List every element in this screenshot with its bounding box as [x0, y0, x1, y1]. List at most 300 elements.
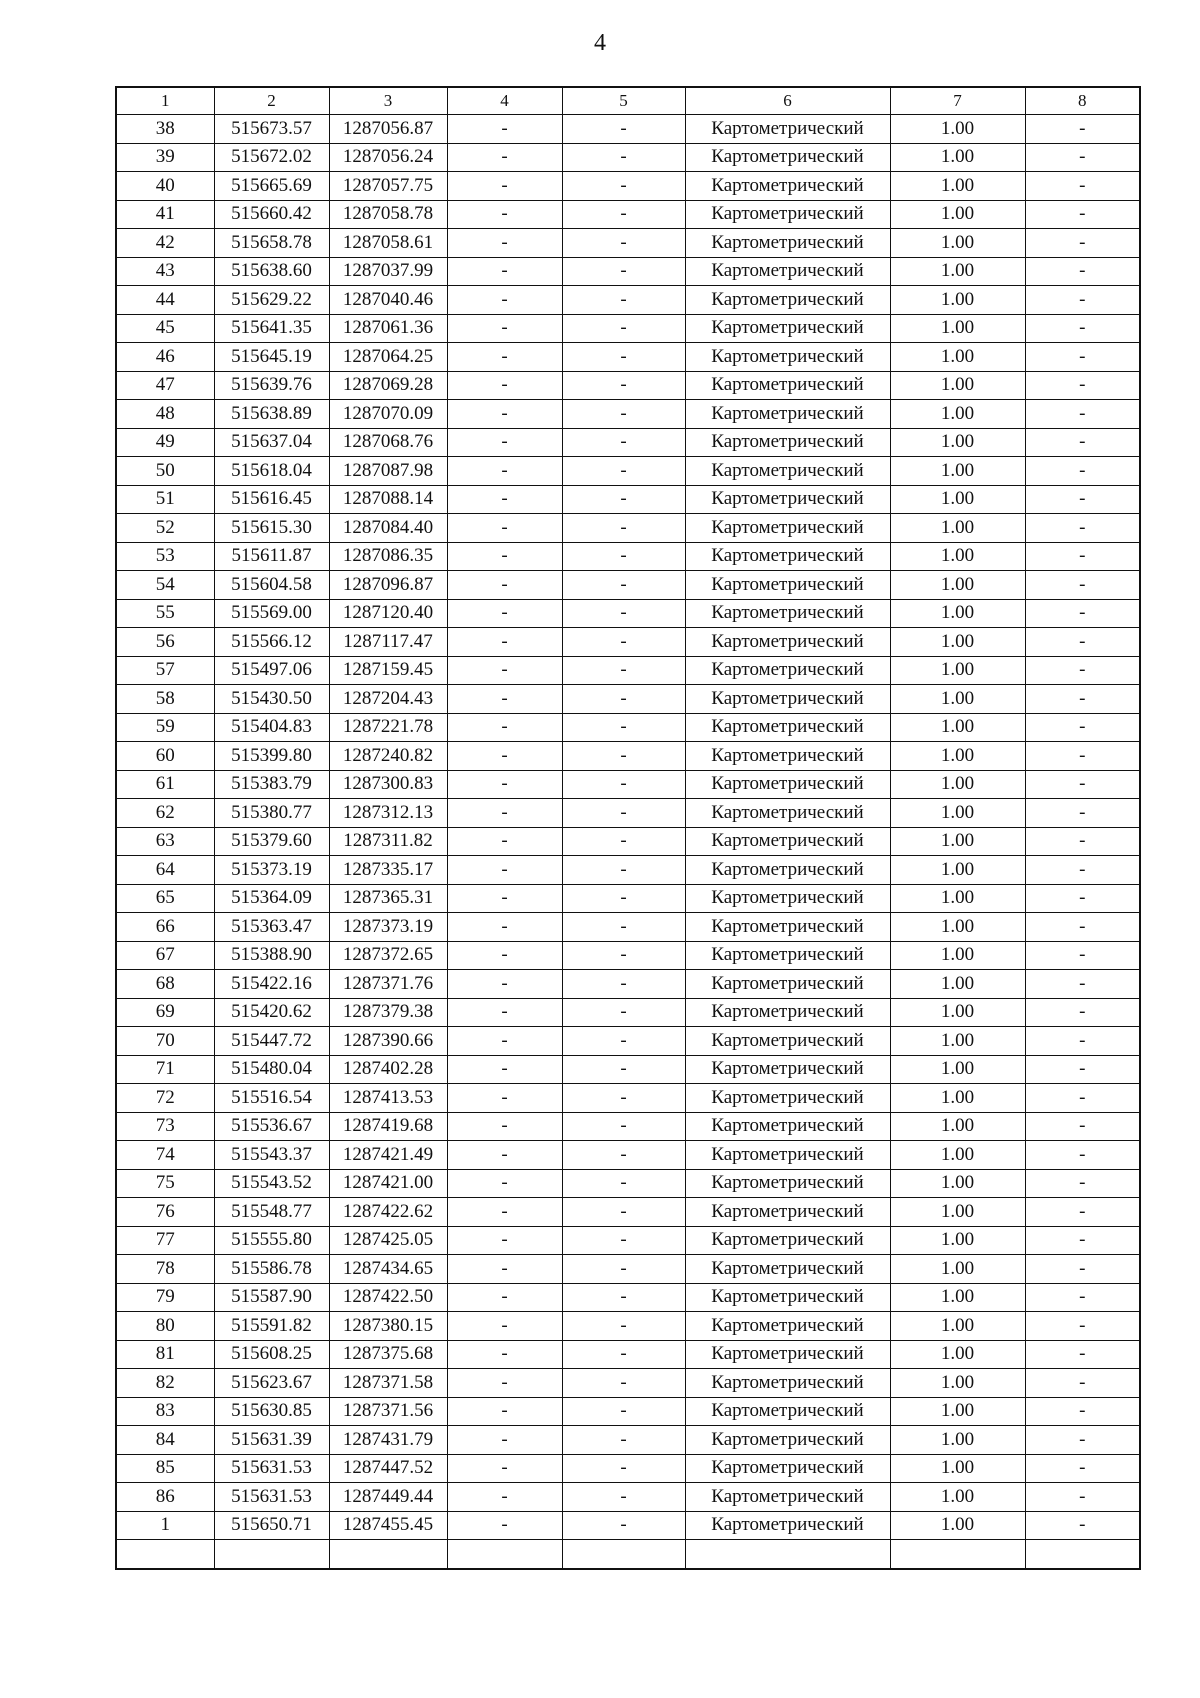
- table-row: [116, 229, 1140, 258]
- col4-cell: -: [447, 770, 562, 799]
- table-row: [116, 143, 1140, 172]
- method-cell: Картометрический: [685, 485, 890, 514]
- col4-cell: -: [447, 314, 562, 343]
- col4-cell: -: [447, 998, 562, 1027]
- accuracy-cell: 1.00: [890, 428, 1025, 457]
- point-number-cell: 45: [116, 314, 214, 343]
- table-row: [116, 485, 1140, 514]
- col8-cell: -: [1025, 1369, 1140, 1398]
- x-coordinate-cell: 515555.80: [214, 1226, 329, 1255]
- col4-cell: -: [447, 656, 562, 685]
- point-number-cell: 68: [116, 970, 214, 999]
- accuracy-cell: 1.00: [890, 200, 1025, 229]
- col4-cell: -: [447, 1084, 562, 1113]
- accuracy-cell: 1.00: [890, 1141, 1025, 1170]
- method-cell: Картометрический: [685, 1255, 890, 1284]
- point-number-cell: 49: [116, 428, 214, 457]
- col5-cell: -: [562, 628, 685, 657]
- col4-cell: -: [447, 1255, 562, 1284]
- table-row: [116, 1198, 1140, 1227]
- accuracy-cell: 1.00: [890, 970, 1025, 999]
- y-coordinate-cell: 1287069.28: [329, 371, 447, 400]
- col8-cell: -: [1025, 1226, 1140, 1255]
- table-row: [116, 1369, 1140, 1398]
- table-row: [116, 799, 1140, 828]
- x-coordinate-cell: 515665.69: [214, 172, 329, 201]
- y-coordinate-cell: 1287300.83: [329, 770, 447, 799]
- method-cell: Картометрический: [685, 1483, 890, 1512]
- col4-cell: -: [447, 400, 562, 429]
- point-number-cell: 42: [116, 229, 214, 258]
- col8-cell: -: [1025, 200, 1140, 229]
- method-cell: Картометрический: [685, 628, 890, 657]
- col5-cell: -: [562, 200, 685, 229]
- col4-cell: -: [447, 1283, 562, 1312]
- point-number-cell: 77: [116, 1226, 214, 1255]
- y-coordinate-cell: 1287372.65: [329, 941, 447, 970]
- table-row: [116, 314, 1140, 343]
- col5-cell: -: [562, 1198, 685, 1227]
- page-number: 4: [594, 30, 606, 56]
- accuracy-cell: 1.00: [890, 1084, 1025, 1113]
- x-coordinate-cell: 515615.30: [214, 514, 329, 543]
- col8-cell: -: [1025, 970, 1140, 999]
- x-coordinate-cell: 515373.19: [214, 856, 329, 885]
- table-row: [116, 1112, 1140, 1141]
- col4-cell: -: [447, 542, 562, 571]
- x-coordinate-cell: 515480.04: [214, 1055, 329, 1084]
- col8-cell: -: [1025, 143, 1140, 172]
- accuracy-cell: 1.00: [890, 827, 1025, 856]
- col5-cell: -: [562, 1369, 685, 1398]
- x-coordinate-cell: 515650.71: [214, 1511, 329, 1540]
- col8-cell: -: [1025, 314, 1140, 343]
- col8-cell: -: [1025, 514, 1140, 543]
- accuracy-cell: 1.00: [890, 1483, 1025, 1512]
- col4-cell: -: [447, 1397, 562, 1426]
- accuracy-cell: 1.00: [890, 713, 1025, 742]
- table-row: [116, 1511, 1140, 1540]
- col4-cell: -: [447, 941, 562, 970]
- accuracy-cell: 1.00: [890, 884, 1025, 913]
- col4-cell: -: [447, 571, 562, 600]
- col8-cell: -: [1025, 884, 1140, 913]
- col5-cell: -: [562, 656, 685, 685]
- point-number-cell: 69: [116, 998, 214, 1027]
- col8-cell: [1025, 1540, 1140, 1569]
- col4-cell: -: [447, 713, 562, 742]
- table-row: [116, 428, 1140, 457]
- accuracy-cell: 1.00: [890, 314, 1025, 343]
- point-number-cell: 62: [116, 799, 214, 828]
- point-number-cell: 48: [116, 400, 214, 429]
- column-header: 6: [685, 87, 890, 115]
- table-row: [116, 343, 1140, 372]
- col8-cell: -: [1025, 1255, 1140, 1284]
- method-cell: Картометрический: [685, 1226, 890, 1255]
- accuracy-cell: 1.00: [890, 1055, 1025, 1084]
- table-body: [116, 115, 1140, 1569]
- point-number-cell: 71: [116, 1055, 214, 1084]
- point-number-cell: 43: [116, 257, 214, 286]
- point-number-cell: 73: [116, 1112, 214, 1141]
- accuracy-cell: 1.00: [890, 913, 1025, 942]
- col8-cell: -: [1025, 371, 1140, 400]
- x-coordinate-cell: 515604.58: [214, 571, 329, 600]
- table-row: [116, 884, 1140, 913]
- point-number-cell: 72: [116, 1084, 214, 1113]
- y-coordinate-cell: 1287040.46: [329, 286, 447, 315]
- y-coordinate-cell: 1287421.00: [329, 1169, 447, 1198]
- table-row: [116, 970, 1140, 999]
- method-cell: Картометрический: [685, 428, 890, 457]
- column-header: 3: [329, 87, 447, 115]
- col4-cell: -: [447, 1112, 562, 1141]
- accuracy-cell: 1.00: [890, 1169, 1025, 1198]
- col8-cell: -: [1025, 998, 1140, 1027]
- accuracy-cell: 1.00: [890, 143, 1025, 172]
- point-number-cell: 76: [116, 1198, 214, 1227]
- col5-cell: -: [562, 998, 685, 1027]
- y-coordinate-cell: 1287061.36: [329, 314, 447, 343]
- col4-cell: -: [447, 799, 562, 828]
- table-row: [116, 571, 1140, 600]
- col8-cell: -: [1025, 485, 1140, 514]
- accuracy-cell: 1.00: [890, 742, 1025, 771]
- method-cell: Картометрический: [685, 371, 890, 400]
- col8-cell: -: [1025, 172, 1140, 201]
- point-number-cell: 63: [116, 827, 214, 856]
- x-coordinate-cell: 515364.09: [214, 884, 329, 913]
- x-coordinate-cell: 515363.47: [214, 913, 329, 942]
- col5-cell: -: [562, 856, 685, 885]
- col4-cell: -: [447, 200, 562, 229]
- point-number-cell: 67: [116, 941, 214, 970]
- point-number-cell: [116, 1540, 214, 1569]
- col4-cell: -: [447, 428, 562, 457]
- col8-cell: -: [1025, 286, 1140, 315]
- x-coordinate-cell: 515383.79: [214, 770, 329, 799]
- col5-cell: -: [562, 229, 685, 258]
- method-cell: Картометрический: [685, 1055, 890, 1084]
- x-coordinate-cell: [214, 1540, 329, 1569]
- col4-cell: -: [447, 1483, 562, 1512]
- x-coordinate-cell: 515672.02: [214, 143, 329, 172]
- col8-cell: -: [1025, 1340, 1140, 1369]
- x-coordinate-cell: 515608.25: [214, 1340, 329, 1369]
- column-header: 8: [1025, 87, 1140, 115]
- point-number-cell: 80: [116, 1312, 214, 1341]
- accuracy-cell: 1.00: [890, 514, 1025, 543]
- x-coordinate-cell: 515447.72: [214, 1027, 329, 1056]
- col4-cell: -: [447, 1511, 562, 1540]
- accuracy-cell: 1.00: [890, 770, 1025, 799]
- x-coordinate-cell: 515543.37: [214, 1141, 329, 1170]
- col4-cell: -: [447, 1169, 562, 1198]
- point-number-cell: 41: [116, 200, 214, 229]
- point-number-cell: 74: [116, 1141, 214, 1170]
- col8-cell: -: [1025, 685, 1140, 714]
- col8-cell: -: [1025, 742, 1140, 771]
- col8-cell: -: [1025, 1483, 1140, 1512]
- accuracy-cell: 1.00: [890, 656, 1025, 685]
- col4-cell: -: [447, 1312, 562, 1341]
- point-number-cell: 52: [116, 514, 214, 543]
- col5-cell: -: [562, 1226, 685, 1255]
- point-number-cell: 85: [116, 1454, 214, 1483]
- point-number-cell: 82: [116, 1369, 214, 1398]
- y-coordinate-cell: 1287096.87: [329, 571, 447, 600]
- point-number-cell: 53: [116, 542, 214, 571]
- column-header: 1: [116, 87, 214, 115]
- x-coordinate-cell: 515645.19: [214, 343, 329, 372]
- y-coordinate-cell: 1287431.79: [329, 1426, 447, 1455]
- col8-cell: -: [1025, 1283, 1140, 1312]
- col8-cell: -: [1025, 1141, 1140, 1170]
- table-row: [116, 1255, 1140, 1284]
- method-cell: Картометрический: [685, 799, 890, 828]
- x-coordinate-cell: 515658.78: [214, 229, 329, 258]
- table-row: [116, 628, 1140, 657]
- col5-cell: -: [562, 457, 685, 486]
- y-coordinate-cell: 1287402.28: [329, 1055, 447, 1084]
- x-coordinate-cell: 515430.50: [214, 685, 329, 714]
- column-header: 2: [214, 87, 329, 115]
- y-coordinate-cell: 1287365.31: [329, 884, 447, 913]
- col4-cell: -: [447, 1369, 562, 1398]
- col5-cell: -: [562, 115, 685, 144]
- col5-cell: -: [562, 742, 685, 771]
- col4-cell: -: [447, 485, 562, 514]
- point-number-cell: 46: [116, 343, 214, 372]
- col5-cell: -: [562, 1084, 685, 1113]
- accuracy-cell: 1.00: [890, 799, 1025, 828]
- col4-cell: [447, 1540, 562, 1569]
- method-cell: Картометрический: [685, 571, 890, 600]
- x-coordinate-cell: 515569.00: [214, 599, 329, 628]
- col8-cell: -: [1025, 656, 1140, 685]
- column-header: 5: [562, 87, 685, 115]
- col4-cell: -: [447, 1055, 562, 1084]
- col8-cell: -: [1025, 1454, 1140, 1483]
- method-cell: Картометрический: [685, 229, 890, 258]
- accuracy-cell: 1.00: [890, 371, 1025, 400]
- col8-cell: -: [1025, 628, 1140, 657]
- point-number-cell: 44: [116, 286, 214, 315]
- point-number-cell: 47: [116, 371, 214, 400]
- point-number-cell: 64: [116, 856, 214, 885]
- col5-cell: -: [562, 1397, 685, 1426]
- col5-cell: -: [562, 286, 685, 315]
- col5-cell: -: [562, 1340, 685, 1369]
- method-cell: Картометрический: [685, 685, 890, 714]
- table-header-row: [116, 87, 1140, 115]
- table-row: [116, 998, 1140, 1027]
- x-coordinate-cell: 515536.67: [214, 1112, 329, 1141]
- col5-cell: -: [562, 713, 685, 742]
- x-coordinate-cell: 515616.45: [214, 485, 329, 514]
- col5-cell: -: [562, 770, 685, 799]
- y-coordinate-cell: 1287058.61: [329, 229, 447, 258]
- x-coordinate-cell: 515422.16: [214, 970, 329, 999]
- col5-cell: -: [562, 799, 685, 828]
- point-number-cell: 86: [116, 1483, 214, 1512]
- col4-cell: -: [447, 143, 562, 172]
- col5-cell: -: [562, 941, 685, 970]
- method-cell: Картометрический: [685, 941, 890, 970]
- col5-cell: -: [562, 685, 685, 714]
- x-coordinate-cell: 515543.52: [214, 1169, 329, 1198]
- col4-cell: -: [447, 628, 562, 657]
- y-coordinate-cell: 1287390.66: [329, 1027, 447, 1056]
- y-coordinate-cell: 1287455.45: [329, 1511, 447, 1540]
- y-coordinate-cell: 1287413.53: [329, 1084, 447, 1113]
- col4-cell: -: [447, 457, 562, 486]
- col4-cell: -: [447, 257, 562, 286]
- table-row: [116, 1312, 1140, 1341]
- col8-cell: -: [1025, 1027, 1140, 1056]
- col8-cell: -: [1025, 400, 1140, 429]
- y-coordinate-cell: 1287449.44: [329, 1483, 447, 1512]
- col5-cell: -: [562, 514, 685, 543]
- point-number-cell: 75: [116, 1169, 214, 1198]
- point-number-cell: 81: [116, 1340, 214, 1369]
- col4-cell: -: [447, 1198, 562, 1227]
- table-row: [116, 742, 1140, 771]
- col4-cell: -: [447, 115, 562, 144]
- col8-cell: -: [1025, 941, 1140, 970]
- x-coordinate-cell: 515566.12: [214, 628, 329, 657]
- col5-cell: -: [562, 371, 685, 400]
- y-coordinate-cell: 1287058.78: [329, 200, 447, 229]
- method-cell: Картометрический: [685, 1369, 890, 1398]
- table-row: [116, 400, 1140, 429]
- y-coordinate-cell: 1287084.40: [329, 514, 447, 543]
- y-coordinate-cell: 1287425.05: [329, 1226, 447, 1255]
- col5-cell: -: [562, 970, 685, 999]
- method-cell: Картометрический: [685, 172, 890, 201]
- method-cell: Картометрический: [685, 1426, 890, 1455]
- x-coordinate-cell: 515388.90: [214, 941, 329, 970]
- col4-cell: -: [447, 371, 562, 400]
- col4-cell: -: [447, 742, 562, 771]
- method-cell: Картометрический: [685, 1340, 890, 1369]
- accuracy-cell: 1.00: [890, 1454, 1025, 1483]
- accuracy-cell: 1.00: [890, 485, 1025, 514]
- col5-cell: -: [562, 314, 685, 343]
- accuracy-cell: 1.00: [890, 1112, 1025, 1141]
- col5-cell: -: [562, 1511, 685, 1540]
- point-number-cell: 79: [116, 1283, 214, 1312]
- x-coordinate-cell: 515420.62: [214, 998, 329, 1027]
- method-cell: Картометрический: [685, 770, 890, 799]
- col8-cell: -: [1025, 457, 1140, 486]
- x-coordinate-cell: 515611.87: [214, 542, 329, 571]
- col5-cell: -: [562, 343, 685, 372]
- col5-cell: -: [562, 1255, 685, 1284]
- x-coordinate-cell: 515623.67: [214, 1369, 329, 1398]
- method-cell: Картометрический: [685, 656, 890, 685]
- table-row: [116, 599, 1140, 628]
- x-coordinate-cell: 515548.77: [214, 1198, 329, 1227]
- accuracy-cell: 1.00: [890, 229, 1025, 258]
- method-cell: Картометрический: [685, 542, 890, 571]
- x-coordinate-cell: 515516.54: [214, 1084, 329, 1113]
- accuracy-cell: 1.00: [890, 1027, 1025, 1056]
- table-row: [116, 115, 1140, 144]
- y-coordinate-cell: 1287375.68: [329, 1340, 447, 1369]
- y-coordinate-cell: 1287312.13: [329, 799, 447, 828]
- table-row: [116, 1084, 1140, 1113]
- point-number-cell: 65: [116, 884, 214, 913]
- x-coordinate-cell: 515586.78: [214, 1255, 329, 1284]
- y-coordinate-cell: 1287087.98: [329, 457, 447, 486]
- y-coordinate-cell: [329, 1540, 447, 1569]
- col4-cell: -: [447, 1340, 562, 1369]
- x-coordinate-cell: 515673.57: [214, 115, 329, 144]
- col4-cell: -: [447, 514, 562, 543]
- y-coordinate-cell: 1287380.15: [329, 1312, 447, 1341]
- y-coordinate-cell: 1287422.62: [329, 1198, 447, 1227]
- point-number-cell: 1: [116, 1511, 214, 1540]
- method-cell: Картометрический: [685, 1397, 890, 1426]
- accuracy-cell: 1.00: [890, 1312, 1025, 1341]
- table-row: [116, 827, 1140, 856]
- col8-cell: -: [1025, 1198, 1140, 1227]
- col5-cell: [562, 1540, 685, 1569]
- col4-cell: -: [447, 1226, 562, 1255]
- y-coordinate-cell: 1287088.14: [329, 485, 447, 514]
- point-number-cell: 40: [116, 172, 214, 201]
- method-cell: Картометрический: [685, 998, 890, 1027]
- y-coordinate-cell: 1287371.58: [329, 1369, 447, 1398]
- col5-cell: -: [562, 1169, 685, 1198]
- table-row: [116, 457, 1140, 486]
- x-coordinate-cell: 515587.90: [214, 1283, 329, 1312]
- accuracy-cell: 1.00: [890, 1255, 1025, 1284]
- accuracy-cell: 1.00: [890, 115, 1025, 144]
- y-coordinate-cell: 1287204.43: [329, 685, 447, 714]
- y-coordinate-cell: 1287447.52: [329, 1454, 447, 1483]
- x-coordinate-cell: 515497.06: [214, 656, 329, 685]
- col5-cell: -: [562, 913, 685, 942]
- accuracy-cell: 1.00: [890, 542, 1025, 571]
- method-cell: Картометрический: [685, 514, 890, 543]
- table-row: [116, 1340, 1140, 1369]
- method-cell: Картометрический: [685, 970, 890, 999]
- accuracy-cell: 1.00: [890, 400, 1025, 429]
- table-row: [116, 713, 1140, 742]
- table-row: [116, 685, 1140, 714]
- method-cell: Картометрический: [685, 1511, 890, 1540]
- column-header: 4: [447, 87, 562, 115]
- x-coordinate-cell: 515618.04: [214, 457, 329, 486]
- col4-cell: -: [447, 1141, 562, 1170]
- method-cell: Картометрический: [685, 400, 890, 429]
- method-cell: Картометрический: [685, 115, 890, 144]
- accuracy-cell: 1.00: [890, 1283, 1025, 1312]
- method-cell: Картометрический: [685, 1112, 890, 1141]
- table-row: [116, 1226, 1140, 1255]
- x-coordinate-cell: 515379.60: [214, 827, 329, 856]
- col4-cell: -: [447, 827, 562, 856]
- x-coordinate-cell: 515631.53: [214, 1483, 329, 1512]
- table-row: [116, 1169, 1140, 1198]
- method-cell: Картометрический: [685, 599, 890, 628]
- y-coordinate-cell: 1287373.19: [329, 913, 447, 942]
- x-coordinate-cell: 515641.35: [214, 314, 329, 343]
- col8-cell: -: [1025, 1112, 1140, 1141]
